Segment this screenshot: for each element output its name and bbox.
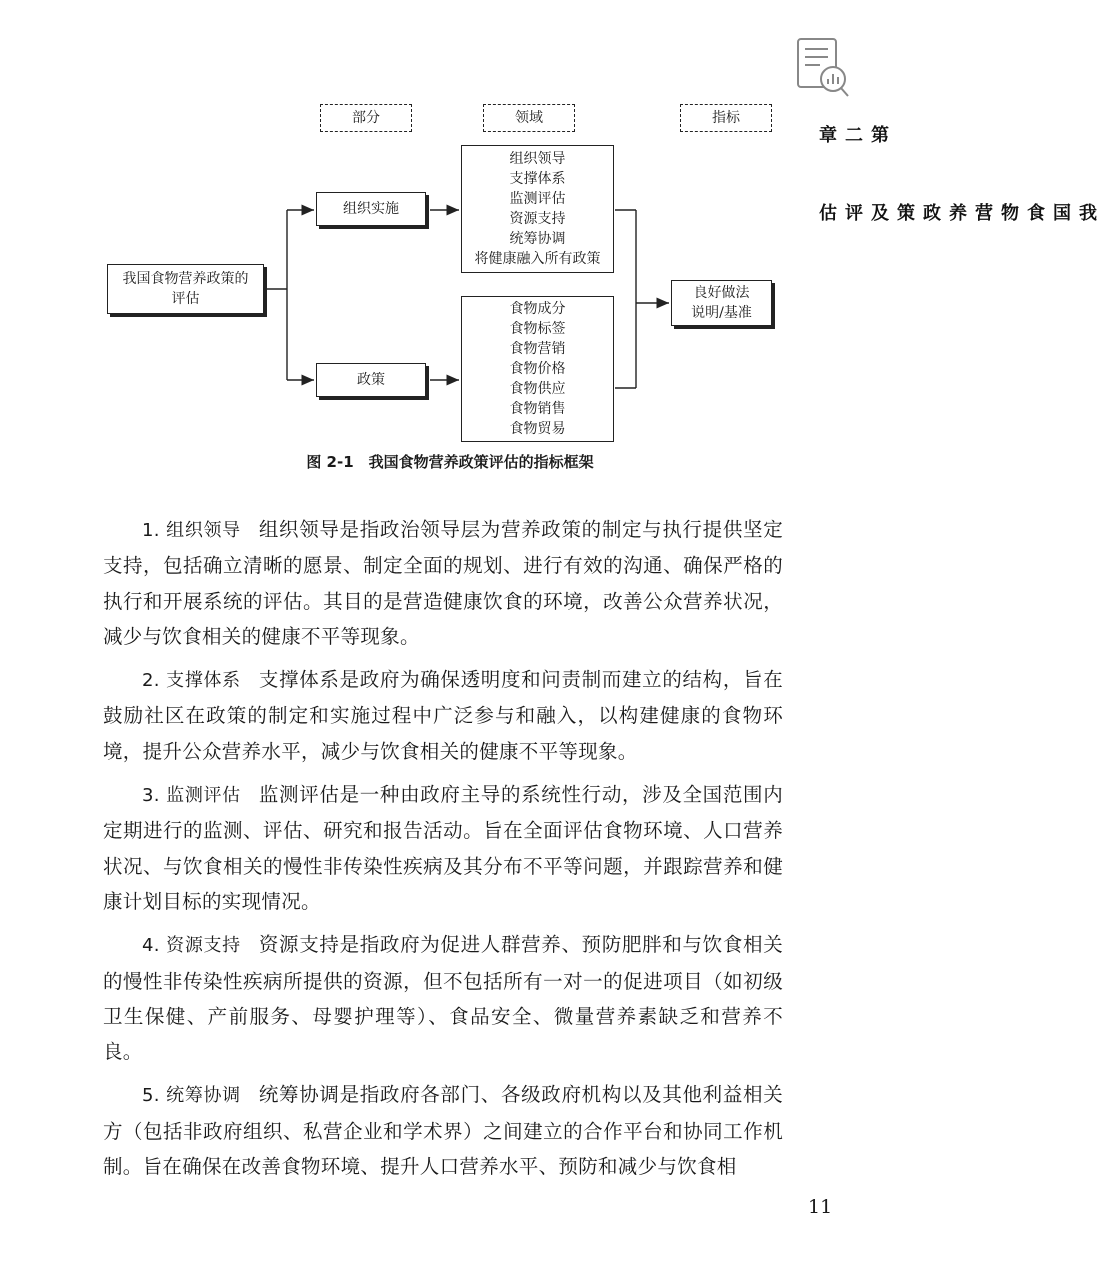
paragraph	[103, 662, 783, 769]
domain-item: 将健康融入所有政策	[474, 251, 601, 267]
paragraph-text: 组织领导是指政治领导层为营养政策的制定与执行提供坚定支持，包括确立清晰的愿景、制定全面的规划、进行有效的沟通、确保严格的执行和开展系统的评估。其目的是营造健康饮食的环境，改善公众营养状况，减少与饮食相关的健康不平等现象。	[103, 518, 783, 648]
paragraph-text: 资源支持是指政府为促进人群营养、预防肥胖和与饮食相关的慢性非传染性疾病所提供的资源，但不包括所有一对一的促进项目（如初级卫生保健、产前服务、母婴护理等）、食品安全、微量营养素缺乏和营养不良。	[103, 933, 783, 1064]
paragraph	[103, 777, 783, 919]
indicator-line-1: 良好做法	[693, 285, 750, 301]
body-text	[103, 512, 783, 1192]
paragraph	[103, 1077, 783, 1184]
header-domain	[483, 104, 575, 132]
policy-domains-box	[461, 296, 614, 442]
domain-item: 食物供应	[509, 381, 566, 397]
domain-item: 食物价格	[509, 361, 566, 377]
indicator-box	[671, 280, 772, 326]
paragraph-text: 支撑体系是政府为确保透明度和问责制而建立的结构，旨在鼓励社区在政策的制定和实施过程中广泛参与和融入，以构建健康的食物环境，提升公众营养水平，减少与饮食相关的健康不平等现象。	[103, 668, 783, 763]
framework-diagram	[0, 0, 900, 480]
domain-item: 食物贸易	[509, 421, 566, 437]
chapter-title: 我国食物营养政策及评估	[816, 203, 1097, 223]
paragraph-heading: 2. 支撑体系	[142, 670, 241, 692]
domain-item: 食物成分	[509, 301, 566, 317]
paragraph-heading: 1. 组织领导	[142, 520, 241, 541]
paragraph-heading: 4. 资源支持	[142, 935, 241, 957]
paragraph-text: 监测评估是一种由政府主导的系统性行动，涉及全国范围内定期进行的监测、评估、研究和报告活动。旨在全面评估食物环境、人口营养状况、与饮食相关的慢性非传染性疾病及其分布不平等问题，并跟踪营养和健康计划目标的实现情况。	[103, 783, 783, 913]
domain-item: 资源支持	[509, 211, 566, 227]
document-magnifier-icon	[792, 35, 854, 105]
root-line-2: 评估	[171, 291, 200, 307]
figure-caption: 图 2-1 我国食物营养政策评估的指标框架	[306, 453, 594, 471]
domain-item: 监测评估	[509, 191, 566, 207]
root-line-1: 我国食物营养政策的	[122, 271, 249, 287]
header-part	[320, 104, 412, 132]
domain-item: 食物标签	[509, 321, 566, 337]
domain-item: 组织领导	[509, 151, 566, 167]
org-domains-box	[461, 145, 614, 273]
chapter-number: 第二章	[816, 125, 889, 145]
part-org-box	[316, 192, 426, 226]
domain-item: 支撑体系	[509, 171, 566, 187]
diagram-connectors	[0, 0, 900, 480]
part-org-label: 组织实施	[343, 201, 399, 217]
paragraph-heading: 3. 监测评估	[142, 785, 241, 807]
page-number: 11	[808, 1196, 833, 1218]
paragraph	[103, 927, 783, 1069]
domain-item: 食物营销	[509, 341, 566, 357]
header-part-label: 部分	[352, 110, 380, 126]
header-domain-label: 领域	[515, 110, 543, 126]
domain-item: 统筹协调	[509, 231, 566, 247]
root-box	[107, 264, 264, 314]
paragraph-text: 统筹协调是指政府各部门、各级政府机构以及其他利益相关方（包括非政府组织、私营企业和学术界）之间建立的合作平台和协同工作机制。旨在确保在改善食物环境、提升人口营养水平、预防和减少与饮食相	[103, 1083, 783, 1179]
header-indicator-label: 指标	[712, 110, 740, 126]
paragraph-heading: 5. 统筹协调	[142, 1085, 241, 1107]
indicator-line-2: 说明/基准	[691, 305, 752, 321]
part-policy-box	[316, 363, 426, 397]
header-indicator	[680, 104, 772, 132]
paragraph	[103, 512, 783, 654]
part-policy-label: 政策	[357, 372, 385, 388]
domain-item: 食物销售	[509, 401, 566, 417]
